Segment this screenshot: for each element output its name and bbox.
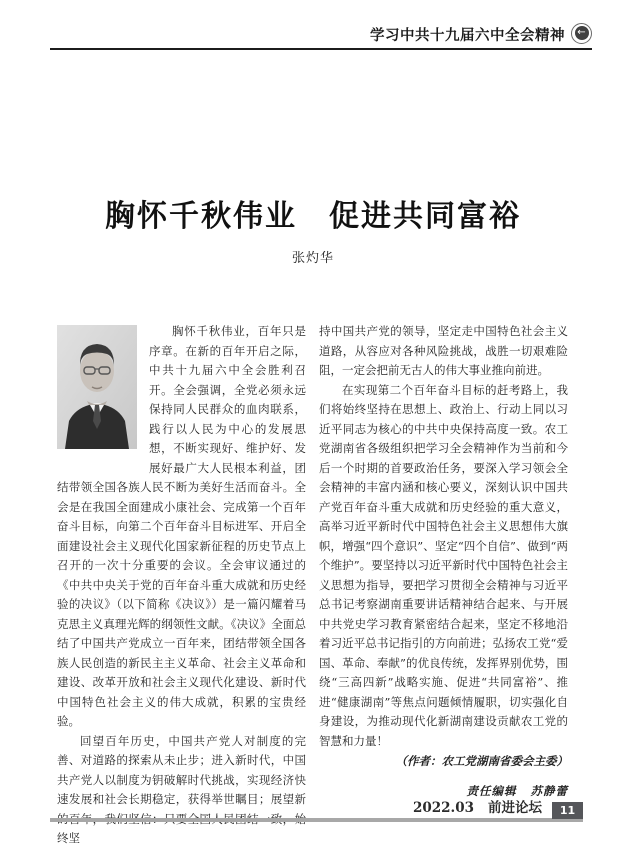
editor-name: 苏静蕾 — [530, 783, 568, 798]
issue-date: 2022.03 — [412, 800, 474, 816]
article-author: 张灼华 — [291, 251, 334, 266]
paragraph-1: 胸怀千秋伟业，百年只是序章。在新的百年开启之际，中共十九届六中全会胜利召开。全会强调，全党必须永远保持同人民群众的血肉联系，践行以人民为中心的发展思想，不断实现好、维护好、发展好最广大人民根本利益，团结带领全国各族人民不断为美好生活而奋斗。全会是在我国全面建成小康社会、完成第一个百年奋斗目标，向第二个百年奋斗目标进军、开启全面建设社会主义现代化国家新征程的历史节点上召开的一次十分重要的会议。全会审议通过的《中共中央关于党的百年奋斗重大成就和历史经验的决议》（以下简称《决议》）是一篇闪耀着马克思主义真理光辉的纲领性文献。《决议》全面总结了中国共产党成立一百年来，团结带领全国各族人民创造的新民主主义革命、社会主义革命和建设、改革开放和社会主义现代化建设、新时代中国特色社会主义的伟大成就，积累的宝贵经验。 — [57, 324, 306, 728]
author-affiliation-note: （作者：农工党湖南省委会主委） — [395, 754, 568, 768]
editor-label: 责任编辑 — [466, 783, 517, 798]
column-topic-label: 学习中共十九届六中全会精神 — [370, 27, 565, 44]
paragraph-2-left: 回望百年历史，中国共产党人对制度的完善、对道路的探索从未止步；进入新时代，中国共产党人以制度为钥破解时代挑战，实现经济快速发展和社会长期稳定，获得举世瞩目；展望新的百年，我们坚信：只要全国人民团结一致，始终坚 — [57, 733, 306, 845]
article-body — [57, 322, 568, 849]
page-number-badge: 11 — [552, 802, 583, 819]
page-header — [50, 20, 592, 50]
author-portrait-photo — [57, 325, 137, 449]
article-title: 胸怀千秋伟业 促进共同富裕 — [105, 199, 521, 234]
back-arrow-circle-icon — [571, 23, 592, 44]
paragraph-2-continued: 持中国共产党的领导，坚定走中国特色社会主义道路，从容应对各种风险挑战，战胜一切艰难险阻，一定会把前无古人的伟大事业推向前进。 — [319, 324, 568, 377]
journal-name: 前进论坛 — [488, 800, 542, 816]
page-footer — [50, 796, 583, 822]
paragraph-3: 在实现第二个百年奋斗目标的赶考路上，我们将始终坚持在思想上、政治上、行动上同以习近平同志为核心的中共中央保持高度一致。农工党湖南省各级组织把学习全会精神作为当前和今后一个时期的首要政治任务，要深入学习领会全会精神的丰富内涵和核心要义，深刻认识中国共产党百年奋斗重大成就和历史经验的重大意义，高举习近平新时代中国特色社会主义思想伟大旗帜，增强“四个意识”、坚定“四个自信”、做到“两个维护”。要坚持以习近平新时代中国特色社会主义思想为指导，要把学习贯彻全会精神与习近平总书记考察湖南重要讲话精神结合起来、与开展中共党史学习教育紧密结合起来，坚定不移地沿着习近平总书记指引的方向前进；弘扬农工党“爱国、革命、奉献”的优良传统，发挥界别优势，围绕“三高四新”战略实施、促进“共同富裕”、推进“健康湖南”等焦点问题倾情履职，切实强化自身建设，为推动现代化新湖南建设贡献农工党的智慧和力量！ — [319, 382, 568, 748]
back-arrow-glyph: ← — [575, 26, 589, 40]
right-column — [319, 322, 568, 849]
left-column — [57, 322, 306, 849]
